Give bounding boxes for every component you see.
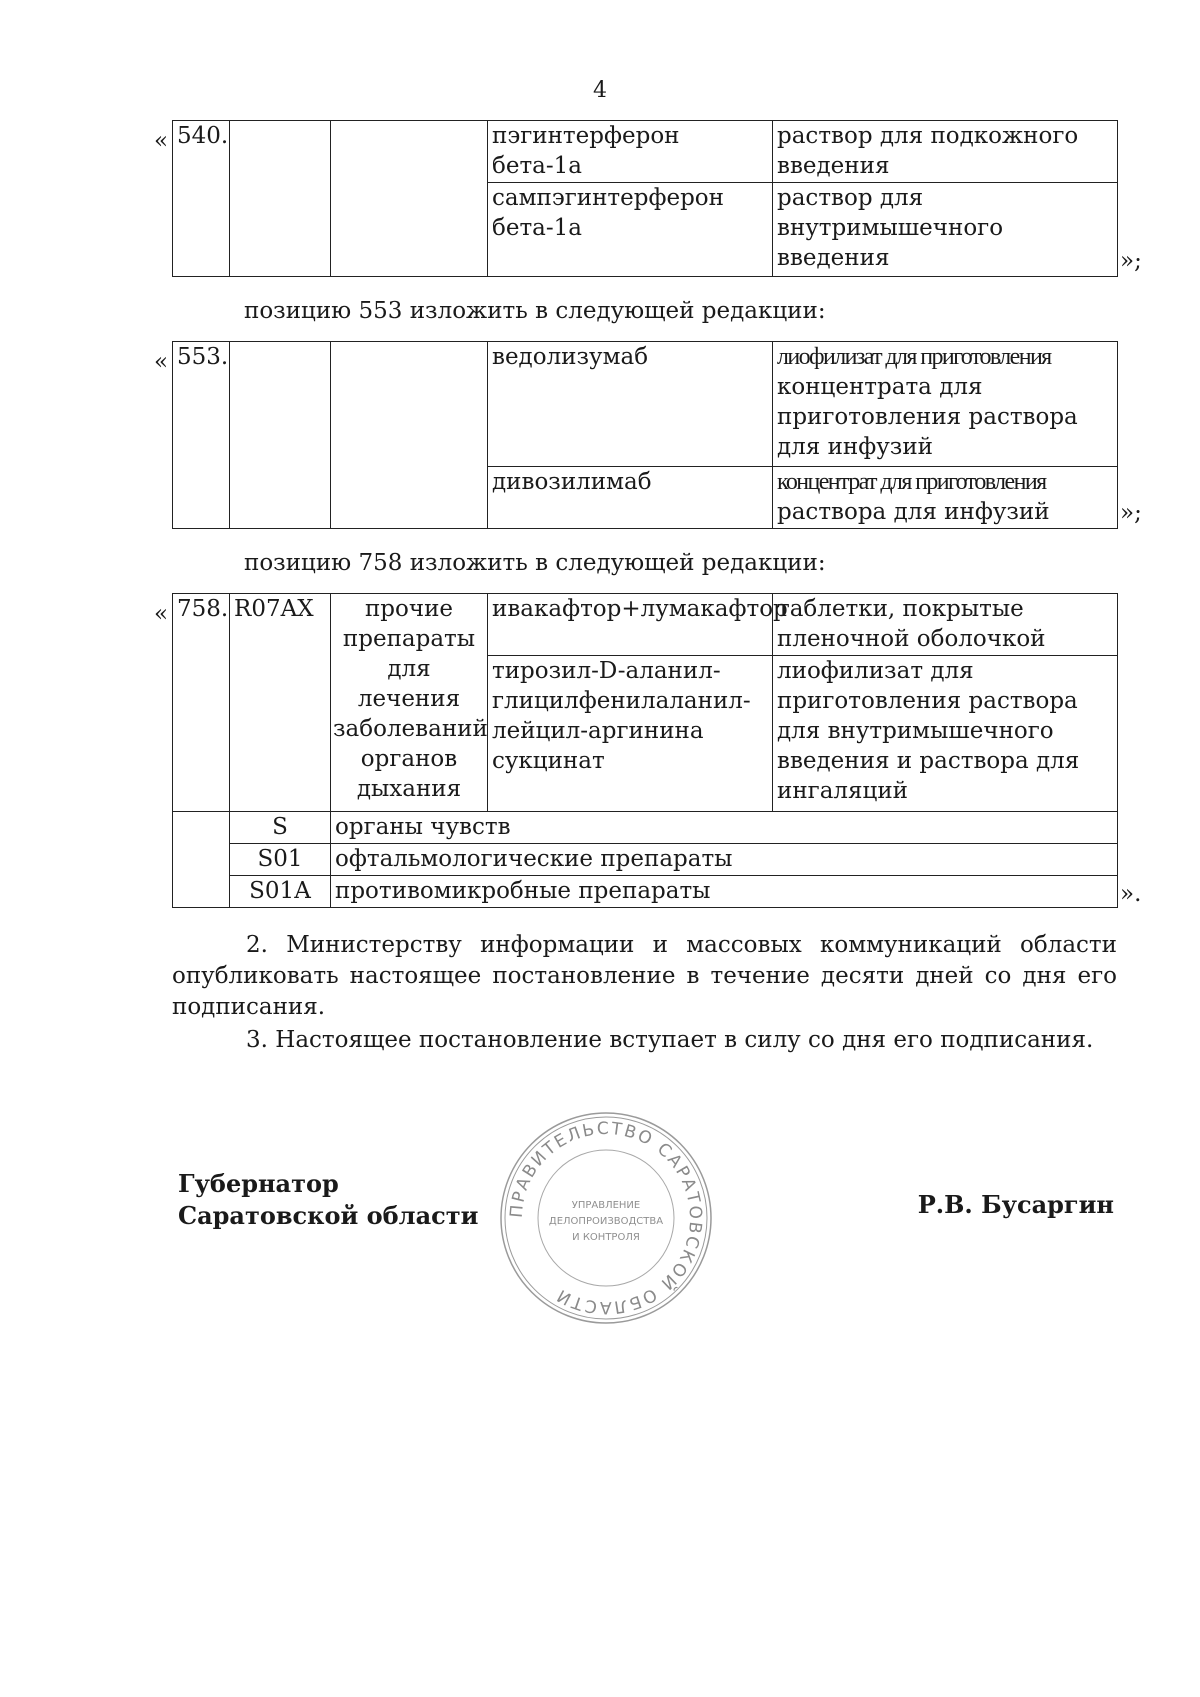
drug-form: лиофилизат для приготовления раствора для внутримышечного введения и раствора для ингаляций	[773, 656, 1118, 812]
empty-cell	[331, 342, 488, 529]
seal-center-line: ДЕЛОПРОИЗВОДСТВА	[548, 1216, 664, 1227]
atc-code: S01A	[230, 876, 331, 908]
governor-title-line: Саратовской области	[178, 1201, 479, 1230]
position-number: 553.	[173, 342, 230, 529]
drug-name: ведолизумаб	[488, 342, 773, 467]
drug-name: дивозилимаб	[488, 467, 773, 529]
atc-group: органы чувств	[331, 812, 1118, 844]
atc-group: прочие препараты для лечения заболеваний органов дыхания	[331, 594, 488, 812]
close-quote: ».	[1120, 881, 1142, 907]
intro-553: позицию 553 изложить в следующей редакции:	[244, 298, 826, 324]
position-number: 540.	[173, 121, 230, 277]
drug-form-line: лиофилизат для приготовления	[777, 344, 1051, 370]
official-seal	[498, 1110, 714, 1326]
governor-name: Р.В. Бусаргин	[917, 1190, 1114, 1219]
close-quote: »;	[1120, 500, 1142, 526]
open-quote: «	[154, 349, 169, 375]
drug-name: сампэгинтерферон бета-1a	[488, 183, 773, 277]
drug-name: тирозил-D-аланил-глицилфенилаланил-лейцил-аргинина сукцинат	[488, 656, 773, 812]
open-quote: «	[154, 601, 169, 627]
atc-group: офтальмологические препараты	[331, 844, 1118, 876]
atc-code: R07AX	[230, 594, 331, 812]
table-758	[172, 593, 1118, 908]
table-540	[172, 120, 1118, 277]
page-number: 4	[593, 78, 607, 103]
paragraph-2	[172, 930, 1117, 1023]
close-quote: »;	[1120, 248, 1142, 274]
drug-name: пэгинтерферон бета-1a	[488, 121, 773, 183]
paragraph-text: 3. Настоящее постановление вступает в силу со дня его подписания.	[246, 1027, 1094, 1053]
empty-cell	[331, 121, 488, 277]
drug-form: раствор для внутримышечного введения	[773, 183, 1118, 277]
drug-form-line: концентрат для приготовления	[777, 469, 1046, 495]
drug-form-line: концентрата для приготовления раствора для инфузий	[777, 374, 1078, 460]
drug-form	[773, 342, 1118, 467]
atc-code: S01	[230, 844, 331, 876]
empty-cell	[230, 342, 331, 529]
drug-form	[773, 467, 1118, 529]
seal-center-line: И КОНТРОЛЯ	[572, 1232, 640, 1243]
drug-name: ивакафтор+лумакафтор	[488, 594, 773, 656]
table-553	[172, 341, 1118, 529]
open-quote: «	[154, 128, 169, 154]
drug-form: таблетки, покрытые пленочной оболочкой	[773, 594, 1118, 656]
empty-cell	[230, 121, 331, 277]
seal-ring-text: ПРАВИТЕЛЬСТВО САРАТОВСКОЙ ОБЛАСТИ	[506, 1118, 706, 1318]
empty-cell	[173, 812, 230, 908]
drug-form: раствор для подкожного введения	[773, 121, 1118, 183]
seal-center-line: УПРАВЛЕНИЕ	[571, 1200, 641, 1211]
atc-code: S	[230, 812, 331, 844]
paragraph-3	[172, 1025, 1117, 1056]
paragraph-text: 2. Министерству информации и массовых коммуникаций области опубликовать настоящее постановление в течение десяти дней со дня его подписания.	[172, 932, 1117, 1020]
governor-title	[178, 1168, 478, 1232]
position-number: 758.	[173, 594, 230, 812]
governor-title-line: Губернатор	[178, 1169, 339, 1198]
drug-form-line: раствора для инфузий	[777, 499, 1050, 525]
intro-758: позицию 758 изложить в следующей редакции:	[244, 550, 826, 576]
atc-group: противомикробные препараты	[331, 876, 1118, 908]
